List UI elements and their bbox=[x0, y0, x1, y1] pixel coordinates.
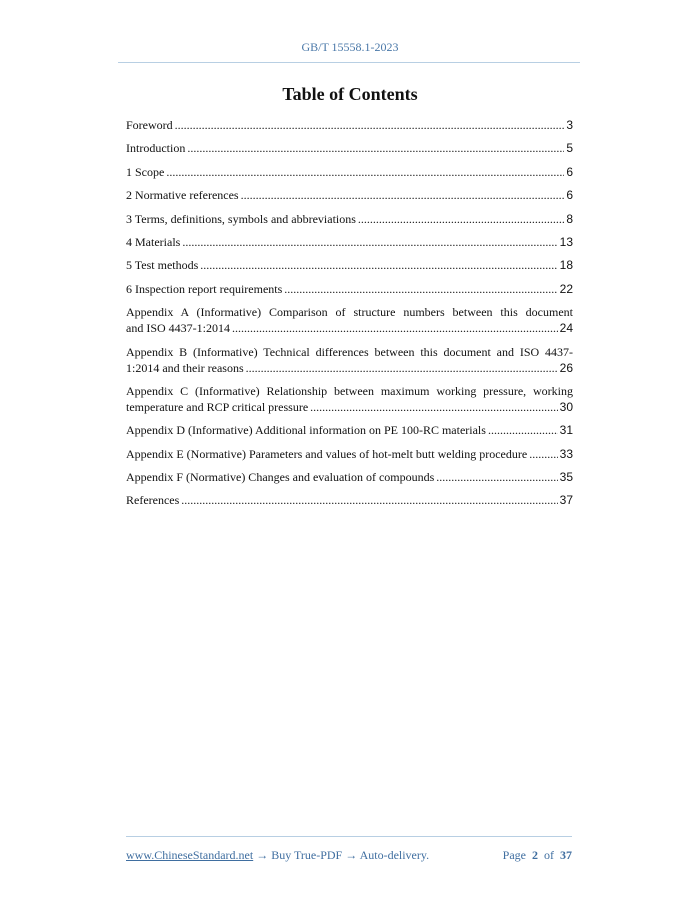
footer-promo bbox=[126, 848, 429, 863]
toc-entry-title: 1 Scope bbox=[126, 164, 165, 179]
toc-entry-page: 33 bbox=[559, 446, 573, 461]
toc-entry-page: 3 bbox=[566, 118, 573, 132]
toc-leader-dots bbox=[166, 164, 564, 180]
toc-entry-title: 2 Normative references bbox=[126, 188, 239, 203]
toc-entry-title-continued: and ISO 4437-1:2014 bbox=[126, 321, 230, 336]
toc-leader-dots bbox=[284, 281, 557, 297]
toc-entry-page: 6 bbox=[566, 164, 573, 179]
toc-entry-title: Appendix E (Normative) Parameters and values of hot-melt butt welding procedure bbox=[126, 446, 528, 461]
toc-entry-foreword[interactable] bbox=[126, 117, 573, 140]
toc-entry-appendix-f[interactable] bbox=[126, 469, 573, 492]
toc-entry-title: Appendix A (Informative) Comparison of structure numbers between this document bbox=[126, 305, 573, 320]
toc-entry-title: Appendix D (Informative) Additional information on PE 100-RC materials bbox=[126, 423, 486, 438]
toc-entry-title: 4 Materials bbox=[126, 234, 181, 249]
toc-entry-references[interactable] bbox=[126, 492, 573, 515]
toc-entry-title: 3 Terms, definitions, symbols and abbreviations bbox=[126, 211, 356, 226]
toc-entry-title: Appendix C (Informative) Relationship between maximum working pressure, working bbox=[126, 383, 573, 398]
toc-entry-terms-definitions[interactable] bbox=[126, 211, 573, 234]
toc-entry-page: 6 bbox=[566, 188, 573, 203]
website-link[interactable]: www.ChineseStandard.net bbox=[126, 848, 254, 862]
toc-leader-dots bbox=[200, 257, 557, 273]
toc-entry-scope[interactable] bbox=[126, 164, 573, 187]
toc-entry-page: 35 bbox=[559, 470, 573, 485]
toc-entry-title-continued: temperature and RCP critical pressure bbox=[126, 399, 309, 414]
toc-entry-appendix-d[interactable] bbox=[126, 422, 573, 445]
toc-entry-page: 18 bbox=[559, 258, 573, 273]
toc-leader-dots bbox=[182, 234, 557, 250]
toc-entry-page: 31 bbox=[559, 423, 573, 438]
toc-leader-dots bbox=[241, 187, 565, 203]
toc-entry-inspection-report[interactable] bbox=[126, 281, 573, 304]
current-page-number: 2 bbox=[532, 848, 538, 862]
toc-entry-materials[interactable] bbox=[126, 234, 573, 257]
toc-entry-page: 24 bbox=[559, 321, 573, 336]
toc-entry-page: 8 bbox=[566, 211, 573, 226]
toc-entry-title: 5 Test methods bbox=[126, 258, 199, 273]
toc-entry-page: 26 bbox=[559, 360, 573, 375]
toc-entry-introduction[interactable] bbox=[126, 140, 573, 163]
page-of-label: of bbox=[544, 848, 554, 862]
toc-entry-appendix-a[interactable] bbox=[126, 304, 573, 336]
toc-leader-dots bbox=[310, 399, 557, 415]
toc-entry-page: 5 bbox=[566, 141, 573, 156]
document-number-header: GB/T 15558.1-2023 bbox=[301, 40, 399, 54]
toc-entry-title: Appendix F (Normative) Changes and evaluation of compounds bbox=[126, 470, 435, 485]
toc-entry-title: Foreword bbox=[126, 118, 173, 132]
toc-leader-dots bbox=[187, 140, 564, 156]
toc-entry-page: 30 bbox=[559, 399, 573, 414]
toc-leader-dots bbox=[181, 492, 557, 508]
page-indicator bbox=[503, 848, 572, 863]
page-label: Page bbox=[502, 848, 526, 862]
footer-promo-text: → Buy True-PDF → Auto-delivery. bbox=[253, 848, 430, 862]
toc-entry-title-continued: 1:2014 and their reasons bbox=[126, 360, 244, 375]
toc-leader-dots bbox=[175, 117, 565, 133]
toc-leader-dots bbox=[436, 469, 557, 485]
toc-leader-dots bbox=[246, 360, 558, 376]
toc-leader-dots bbox=[488, 422, 558, 438]
toc-entry-title: References bbox=[126, 493, 180, 508]
toc-entry-normative-references[interactable] bbox=[126, 187, 573, 210]
page-title: Table of Contents bbox=[282, 84, 418, 104]
table-of-contents bbox=[126, 117, 573, 516]
toc-leader-dots bbox=[358, 211, 564, 227]
toc-leader-dots bbox=[232, 320, 558, 336]
toc-entry-page: 13 bbox=[559, 234, 573, 249]
toc-entry-title: Appendix B (Informative) Technical differences between this document and ISO 4437- bbox=[126, 344, 573, 359]
page-footer bbox=[126, 848, 572, 864]
toc-entry-title: Introduction bbox=[126, 141, 186, 156]
toc-entry-page: 37 bbox=[559, 493, 573, 508]
toc-entry-appendix-c[interactable] bbox=[126, 383, 573, 415]
toc-entry-appendix-e[interactable] bbox=[126, 446, 573, 469]
toc-entry-appendix-b[interactable] bbox=[126, 344, 573, 376]
toc-entry-page: 22 bbox=[559, 281, 573, 296]
toc-leader-dots bbox=[529, 446, 557, 462]
header-divider bbox=[118, 62, 580, 63]
toc-entry-test-methods[interactable] bbox=[126, 257, 573, 280]
toc-entry-title: 6 Inspection report requirements bbox=[126, 281, 283, 296]
footer-divider bbox=[126, 836, 572, 837]
total-pages-number: 37 bbox=[560, 848, 572, 862]
